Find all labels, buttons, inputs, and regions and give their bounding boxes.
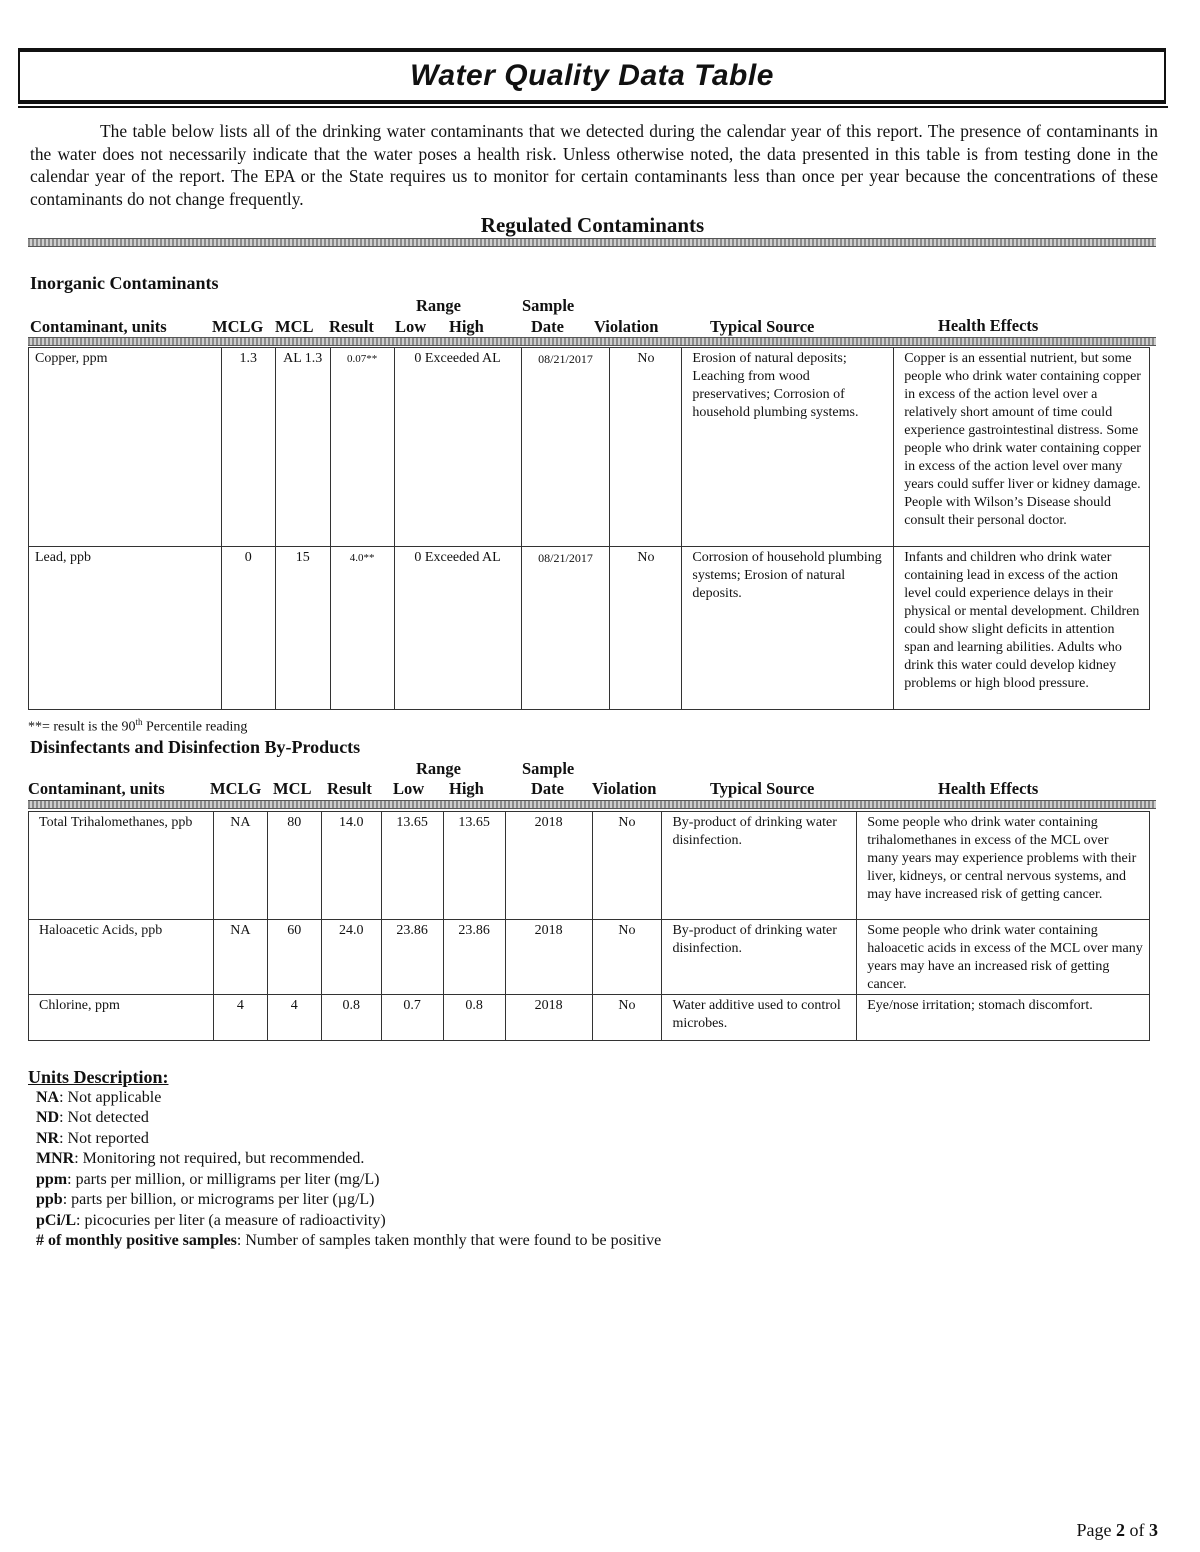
cell-result: 24.0 [321,920,381,995]
cell-contaminant: Copper, ppm [29,348,222,547]
unit-desc: : parts per million, or milligrams per liter (mg/L) [67,1170,380,1188]
inorganic-table [28,347,1150,710]
cell-mclg: 1.3 [221,348,275,547]
cell-source: By-product of drinking water disinfection. [662,812,857,920]
unit-term: ND [36,1109,60,1126]
cell-result: 4.0** [330,547,394,710]
table-row [29,920,1150,995]
unit-item [28,1211,661,1232]
cell-mclg: 4 [213,995,267,1041]
note-superscript: th [135,717,143,727]
unit-desc: : parts per billion, or micrograms per liter (µg/L) [62,1191,375,1208]
cell-low: 23.86 [381,920,443,995]
unit-item [28,1108,661,1129]
header-result: Result [329,317,374,336]
page-current: 2 [1116,1520,1125,1540]
header-sample: Sample [522,296,575,315]
note-text-suffix: Percentile reading [142,719,248,735]
title-underline [18,106,1168,108]
unit-item [28,1088,661,1109]
cell-date: 2018 [505,995,592,1041]
unit-desc: : picocuries per liter (a measure of radioactivity) [76,1211,386,1229]
table-row [29,995,1150,1041]
cell-high: 23.86 [443,920,505,995]
cell-effects: Some people who drink water containing haloacetic acids in excess of the MCL over many years may have an increased risk of getting cancer. [857,920,1150,995]
header-effects: Health Effects [938,779,1039,798]
unit-term: MNR [36,1150,75,1167]
disinfectants-heading: Disinfectants and Disinfection By-Products [30,737,361,757]
unit-desc: : Number of samples taken monthly that were found to be positive [236,1232,662,1249]
cell-date: 2018 [505,920,592,995]
header-violation: Violation [592,779,657,798]
cell-contaminant: Lead, ppb [29,547,222,710]
cell-mcl: 80 [267,812,321,920]
unit-term: NA [36,1088,60,1106]
cell-range: 0 Exceeded AL [394,547,521,710]
disinfectants-table [28,811,1150,1041]
table-row [29,547,1150,710]
cell-result: 0.8 [321,995,381,1041]
cell-violation: No [592,995,662,1041]
header-violation: Violation [594,317,659,336]
intro-paragraph [30,120,1158,210]
cell-mcl: AL 1.3 [275,348,330,547]
unit-term: pCi/L [36,1211,77,1229]
unit-term: NR [36,1129,60,1147]
unit-item [28,1190,661,1211]
unit-term: # of monthly positive samples [36,1232,237,1249]
cell-source: Corrosion of household plumbing systems; Erosion of natural deposits. [682,547,894,710]
header-range: Range [416,296,461,315]
unit-term: ppm [36,1170,68,1188]
cell-mcl: 60 [267,920,321,995]
cell-source: Erosion of natural deposits; Leaching from wood preservatives; Corrosion of household plumbing systems. [682,348,894,547]
unit-item [28,1149,661,1170]
cell-mcl: 4 [267,995,321,1041]
header-high: High [449,317,484,336]
unit-desc: : Monitoring not required, but recommended. [74,1150,365,1167]
regulated-contaminants-heading: Regulated Contaminants [480,213,705,237]
header-date: Date [531,779,564,798]
cell-mcl: 15 [275,547,330,710]
cell-result: 14.0 [321,812,381,920]
cell-effects: Copper is an essential nutrient, but some people who drink water containing copper in excess of the action level over a relatively short amount of time could experience gastrointestinal distress. Some people who drink water containing copper in excess of the action level over many years could suffer liver or kidney damage. People with Wilson’s Disease should consult their personal doctor. [894,348,1150,547]
cell-source: Water additive used to control microbes. [662,995,857,1041]
inorganic-heading: Inorganic Contaminants [30,273,219,293]
percentile-note [28,717,247,736]
section-divider [28,238,1156,247]
header-low: Low [395,317,427,336]
cell-mclg: NA [213,812,267,920]
cell-mclg: NA [213,920,267,995]
cell-low: 13.65 [381,812,443,920]
header-high: High [449,779,484,798]
cell-range: 0 Exceeded AL [394,348,521,547]
cell-violation: No [592,920,662,995]
cell-result: 0.07** [330,348,394,547]
header-result: Result [327,779,372,798]
unit-item [28,1170,661,1191]
header-mclg: MCLG [210,779,262,798]
header-contaminant: Contaminant, units [28,779,165,798]
cell-low: 0.7 [381,995,443,1041]
header-source: Typical Source [710,317,815,336]
cell-date: 08/21/2017 [521,348,610,547]
cell-effects: Infants and children who drink water containing lead in excess of the action level could experience delays in their physical or mental development. Children could show slight deficits in attention span and learning abilities. Adults who drink this water could develop kidney problems or high blood pressure. [894,547,1150,710]
page-of: of [1125,1520,1149,1540]
header-contaminant: Contaminant, units [30,317,167,336]
unit-item [28,1231,661,1252]
header-mcl: MCL [273,779,312,798]
table-row [29,812,1150,920]
cell-date: 08/21/2017 [521,547,610,710]
cell-effects: Some people who drink water containing trihalomethanes in excess of the MCL over many years may experience problems with their liver, kidneys, or central nervous systems, and may have increased risk of getting cancer. [857,812,1150,920]
table-header-divider [28,337,1156,346]
cell-high: 0.8 [443,995,505,1041]
table-row [29,348,1150,547]
header-date: Date [531,317,564,336]
unit-desc: : Not reported [59,1129,149,1147]
cell-violation: No [610,547,682,710]
header-sample: Sample [522,759,575,778]
page-title: Water Quality Data Table [410,59,774,92]
table-header-divider [28,800,1156,809]
unit-desc: : Not applicable [59,1088,162,1106]
cell-effects: Eye/nose irritation; stomach discomfort. [857,995,1150,1041]
unit-item [28,1129,661,1150]
header-mclg: MCLG [212,317,264,336]
cell-contaminant: Haloacetic Acids, ppb [29,920,214,995]
cell-high: 13.65 [443,812,505,920]
cell-violation: No [592,812,662,920]
intro-text: The table below lists all of the drinking water contaminants that we detected during the calendar year of this report. The presence of contaminants in the water does not necessarily indicate that the water poses a health risk. Unless otherwise noted, the data presented in this table is from testing done in the calendar year of the report. The EPA or the State requires us to monitor for certain contaminants less than once per year because the concentrations of these contaminants do not change frequently. [30,121,1158,209]
note-text: **= result is the 90 [28,719,136,735]
header-source: Typical Source [710,779,815,798]
cell-source: By-product of drinking water disinfection. [662,920,857,995]
units-heading: Units Description: [28,1067,169,1087]
header-range: Range [416,759,461,778]
cell-contaminant: Total Trihalomethanes, ppb [29,812,214,920]
cell-violation: No [610,348,682,547]
page-total: 3 [1149,1520,1158,1540]
title-box [18,48,1166,104]
header-mcl: MCL [275,317,314,336]
header-low: Low [393,779,425,798]
units-description [28,1067,661,1252]
cell-mclg: 0 [221,547,275,710]
cell-date: 2018 [505,812,592,920]
page-number [1077,1520,1159,1541]
unit-term: ppb [36,1191,63,1208]
cell-contaminant: Chlorine, ppm [29,995,214,1041]
unit-desc: : Not detected [59,1109,149,1126]
header-effects: Health Effects [938,316,1039,335]
page-label: Page [1076,1520,1116,1540]
